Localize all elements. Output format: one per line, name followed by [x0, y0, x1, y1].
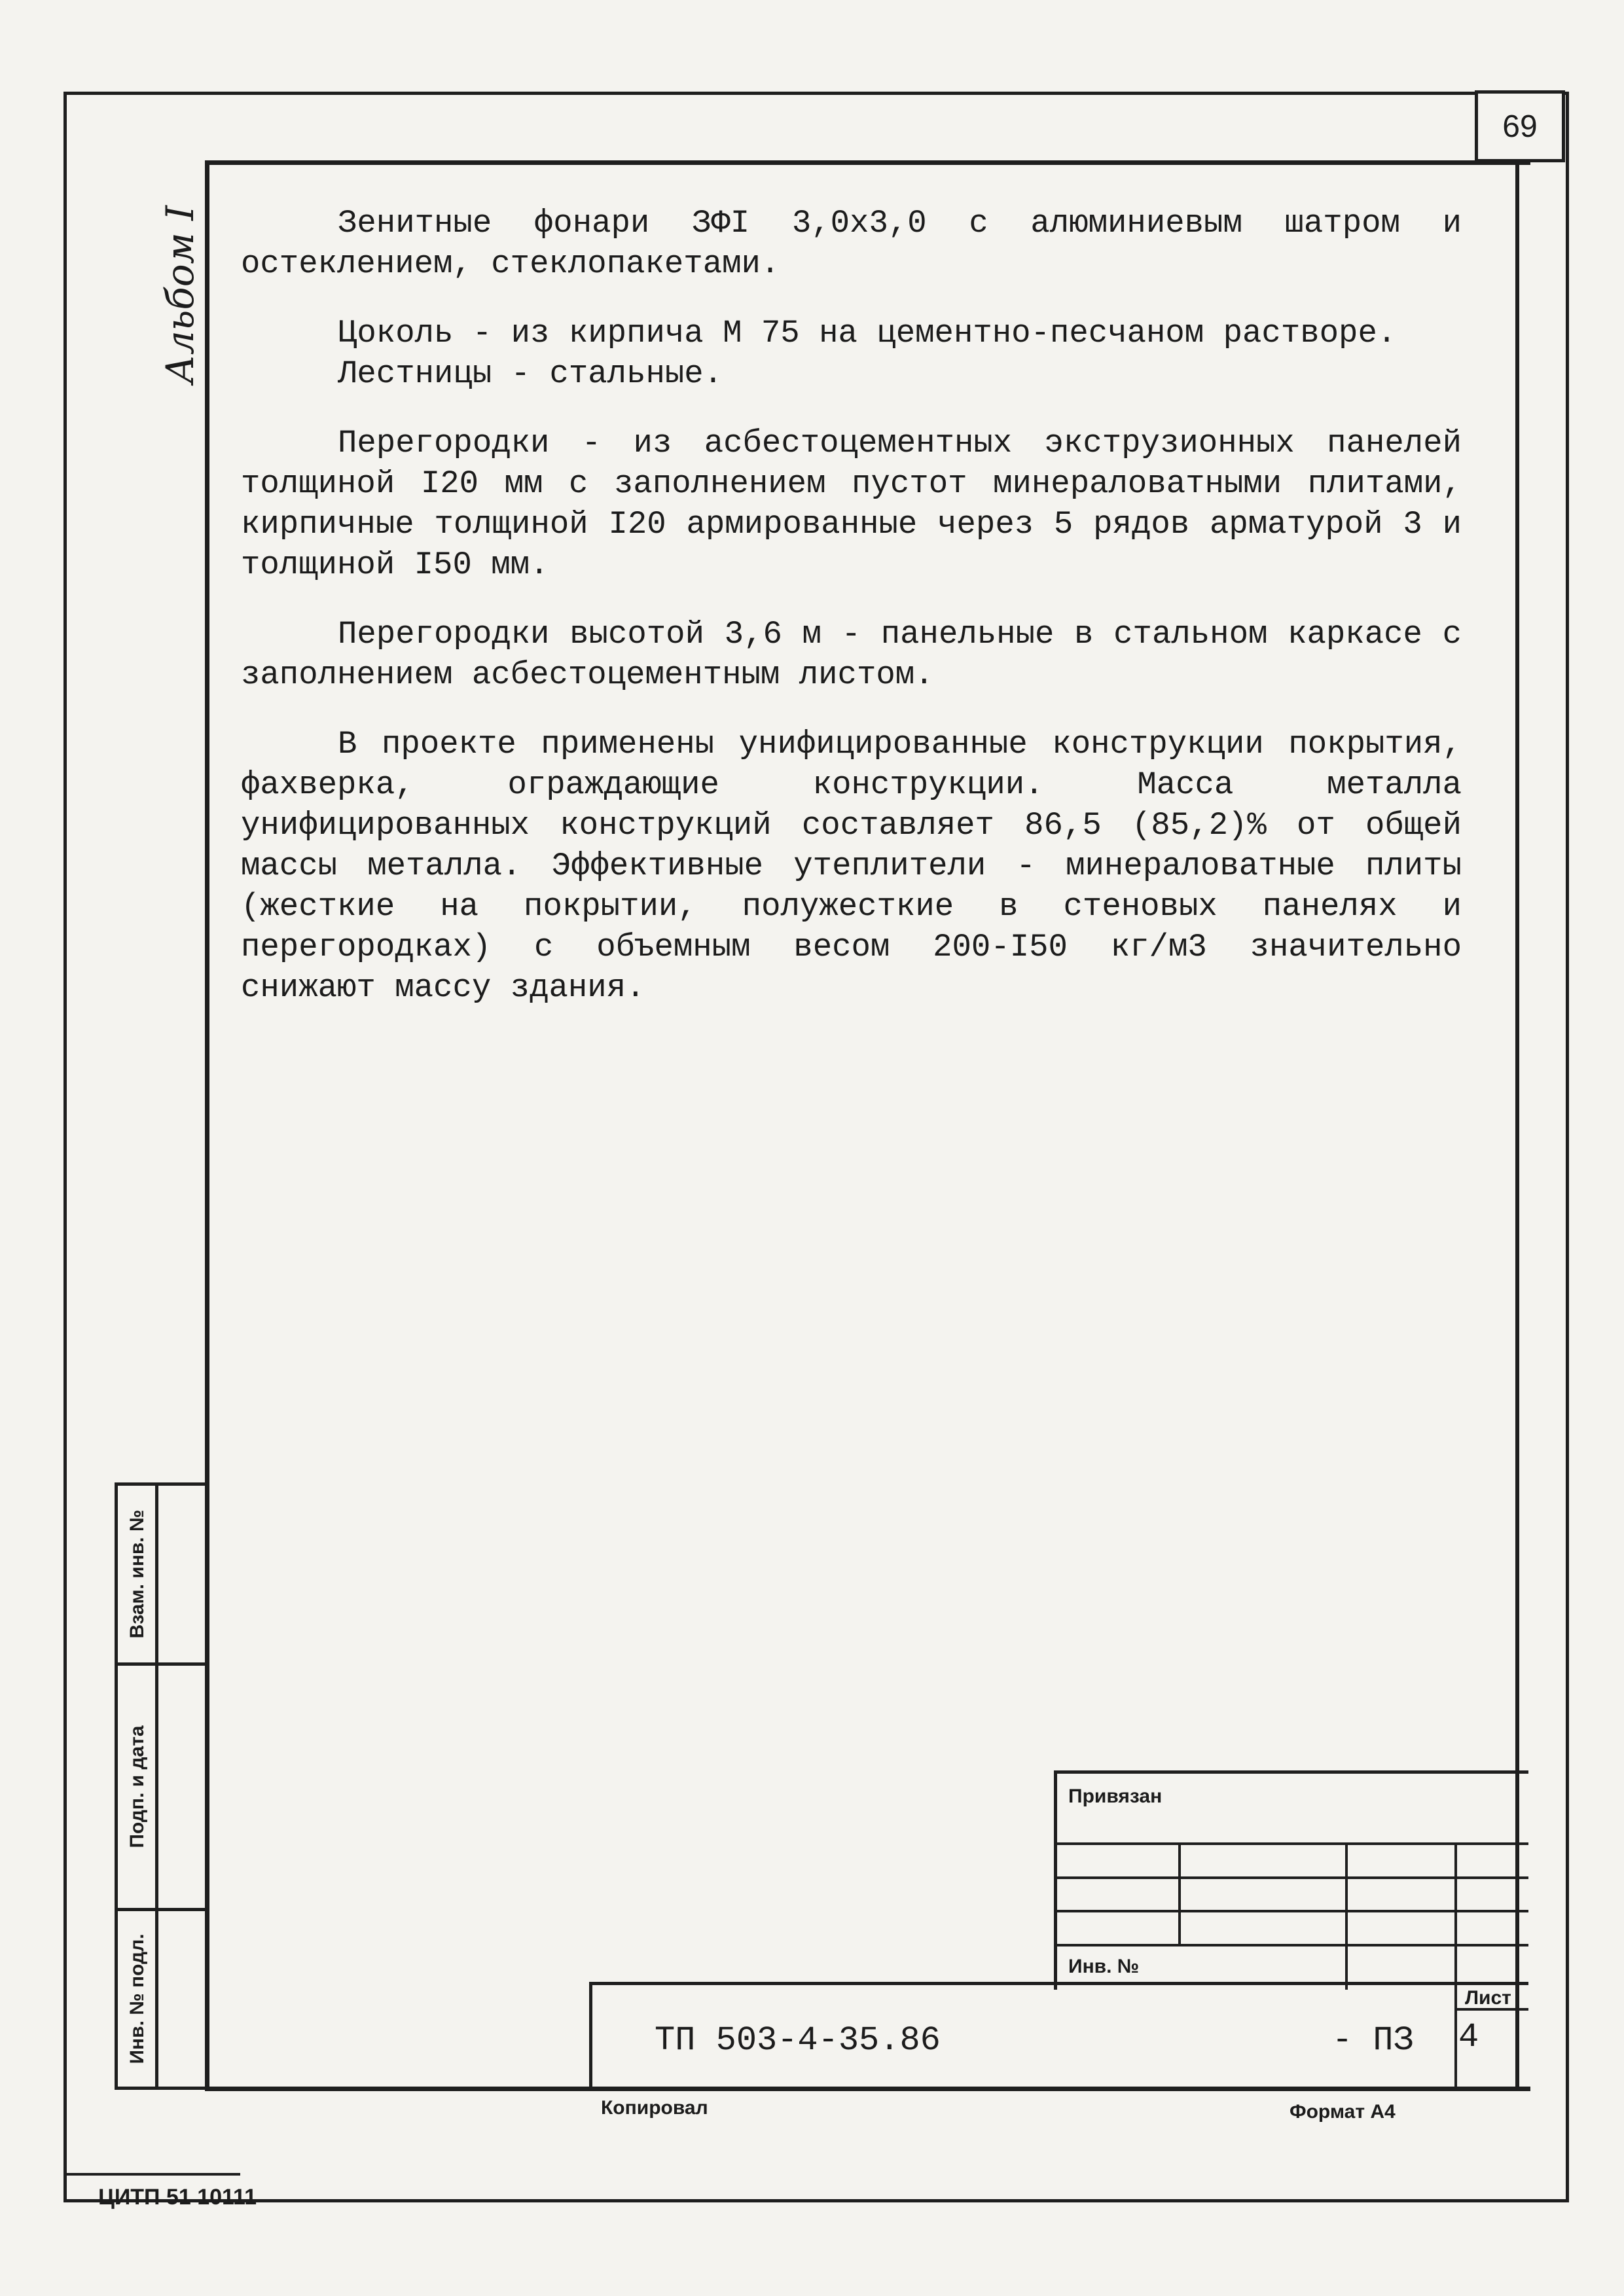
tb-col-line: [1345, 1842, 1348, 1990]
stamp-cell-podp: [118, 1666, 157, 1908]
tb-sheet-label: Лист: [1465, 1987, 1511, 2009]
tb-row-line: [1054, 1944, 1528, 1946]
album-label-area: [147, 196, 213, 393]
paragraph-partitions: Перегородки - из асбестоцементных экструзионных панелей толщиной I20 мм с заполнением пустот минераловатными плитами, кирпичные толщиной I20 армированные через 5 рядов арматурой 3 и толщиной I50 мм.: [241, 425, 1462, 583]
tb-row-line: [1054, 1876, 1528, 1879]
tb-inv-no-label: Инв. №: [1068, 1956, 1140, 1977]
tb-sheet-number: 4: [1458, 2018, 1479, 2056]
stamp-podp-data-label: Подп. и дата: [126, 1725, 148, 1848]
page-number: 69: [1502, 109, 1538, 144]
footer-rule: [63, 2173, 240, 2176]
paragraph-plinth: Цоколь - из кирпича М 75 на цементно-песчаном растворе.: [338, 315, 1397, 351]
stamp-cell-vzam: [118, 1486, 157, 1662]
tb-row-line: [1054, 1910, 1528, 1912]
tb-main-left-line: [589, 1982, 592, 2090]
tb-col-line: [1454, 1842, 1457, 2088]
format-label: Формат А4: [1290, 2101, 1396, 2123]
tb-col-line: [1178, 1842, 1181, 1944]
document-body: [241, 203, 1462, 1037]
tb-left-line: [1054, 1770, 1057, 1990]
tb-top-line: [1054, 1770, 1528, 1774]
stamp-vzam-inv-label: Взам. инв. №: [126, 1509, 148, 1639]
tb-doc-code: ТП 503-4-35.86: [655, 2021, 941, 2060]
paragraph-partitions-height: Перегородки высотой 3,6 м - панельные в стальном каркасе с заполнением асбестоцементным листом.: [241, 616, 1462, 693]
tb-row-line: [1054, 1842, 1528, 1845]
tb-privyazan-label: Привязан: [1068, 1785, 1163, 1807]
album-label: Альбом I: [158, 205, 202, 384]
stamp-inv-podl-label: Инв. № подл.: [126, 1933, 148, 2064]
tb-main-top-line: [589, 1982, 1528, 1985]
right-frame-line: [1515, 160, 1519, 2091]
tb-doc-suffix: - ПЗ: [1332, 2021, 1414, 2060]
paragraph-stairs: Лестницы - стальные.: [338, 355, 723, 392]
org-code: ЦИТП 51 10111: [98, 2185, 257, 2210]
page-number-box: [1475, 90, 1565, 162]
paragraph-unified-structures: В проекте применены унифицированные конструкции покрытия, фахверка, ограждающие конструкции. Масса металла унифицированных конструкций составляет 86,5 (85,2)% от общей массы металла. Эффективные утеплители - минераловатные плиты (жесткие на покрытии, полужесткие в стеновых панелях и перегородках) с объемным весом 200-I50 кг/м3 значительно снижают массу здания.: [241, 726, 1462, 1006]
paragraph-skylights: Зенитные фонари ЗФI 3,0х3,0 с алюминиевым шатром и остеклением, стеклопакетами.: [241, 205, 1462, 282]
stamp-cell-inv-podl: [118, 1911, 157, 2087]
copied-label: Копировал: [601, 2097, 708, 2119]
stamp-bottom-border: [115, 2087, 206, 2090]
